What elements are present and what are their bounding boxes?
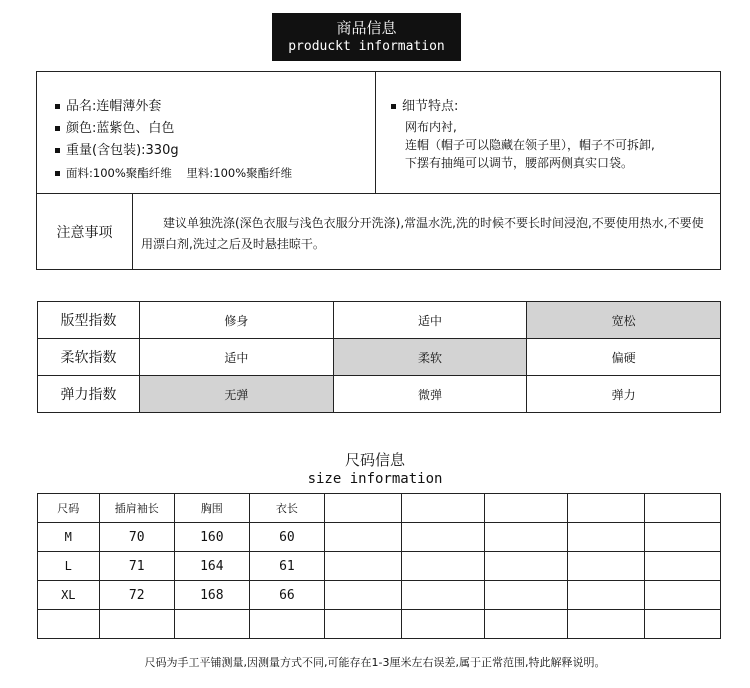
size-label-cell: XL [38, 581, 100, 610]
size-row [38, 552, 721, 581]
index-option-selected: 无弹 [140, 376, 334, 413]
size-value-cell [99, 610, 174, 639]
info-top-section [37, 72, 720, 194]
size-value-cell [325, 610, 402, 639]
index-option: 弹力 [527, 376, 721, 413]
size-header-cell [402, 494, 485, 523]
size-value-cell [485, 552, 568, 581]
basic-info [55, 96, 292, 184]
detail-line: 连帽（帽子可以隐藏在领子里），帽子不可拆卸, [405, 138, 655, 152]
size-row [38, 610, 721, 639]
index-row [38, 339, 721, 376]
size-header-cell [325, 494, 402, 523]
size-value-cell: 164 [174, 552, 249, 581]
size-value-cell [485, 610, 568, 639]
size-header-cell [568, 494, 645, 523]
info-divider [375, 72, 376, 193]
index-option: 偏硬 [527, 339, 721, 376]
product-weight-row [55, 140, 292, 162]
index-option: 修身 [140, 302, 334, 339]
bullet-icon [391, 104, 396, 109]
size-row [38, 523, 721, 552]
index-label: 弹力指数 [38, 376, 140, 413]
size-value-cell [568, 581, 645, 610]
index-option: 微弹 [333, 376, 527, 413]
index-table [37, 301, 721, 413]
size-value-cell [568, 610, 645, 639]
care-label: 注意事项 [37, 194, 133, 270]
detail-heading: 细节特点: [402, 99, 459, 114]
size-title-en: size information [307, 471, 443, 487]
index-option: 适中 [333, 302, 527, 339]
size-row [38, 581, 721, 610]
size-header-cell: 尺码 [38, 494, 100, 523]
detail-features [391, 96, 655, 172]
size-header-cell [645, 494, 721, 523]
index-label: 版型指数 [38, 302, 140, 339]
detail-line: 下摆有抽绳可以调节，腰部两侧真实口袋。 [405, 156, 634, 170]
size-value-cell: 72 [99, 581, 174, 610]
bullet-icon [55, 104, 60, 109]
size-label-cell [38, 610, 100, 639]
detail-line: 网布内衬, [405, 120, 457, 134]
product-weight: 重量(含包装):330g [66, 143, 179, 158]
size-value-cell [325, 523, 402, 552]
size-value-cell: 60 [249, 523, 324, 552]
size-value-cell: 168 [174, 581, 249, 610]
size-value-cell [402, 552, 485, 581]
size-value-cell [645, 610, 721, 639]
index-option-selected: 柔软 [333, 339, 527, 376]
index-option: 适中 [140, 339, 334, 376]
size-value-cell [645, 581, 721, 610]
size-header-row [38, 494, 721, 523]
size-value-cell: 61 [249, 552, 324, 581]
product-fabric: 面料:100%聚酯纤维 里料:100%聚酯纤维 [66, 166, 293, 180]
index-row [38, 376, 721, 413]
size-value-cell: 70 [99, 523, 174, 552]
bullet-icon [55, 148, 60, 153]
size-value-cell [485, 523, 568, 552]
product-info-box [36, 71, 721, 270]
size-value-cell: 66 [249, 581, 324, 610]
size-table [37, 493, 721, 639]
care-section [37, 194, 720, 270]
size-header-cell: 插肩袖长 [99, 494, 174, 523]
size-value-cell [645, 523, 721, 552]
size-header-cell [485, 494, 568, 523]
product-info-title [272, 13, 461, 61]
size-value-cell [174, 610, 249, 639]
product-fabric-row [55, 162, 292, 184]
product-name-row [55, 96, 292, 118]
product-color: 颜色:蓝紫色、白色 [66, 121, 175, 136]
size-header-cell: 衣长 [249, 494, 324, 523]
size-value-cell: 71 [99, 552, 174, 581]
size-label-cell: L [38, 552, 100, 581]
product-color-row [55, 118, 292, 140]
size-value-cell [485, 581, 568, 610]
size-info-title [0, 450, 750, 488]
size-title-cn: 尺码信息 [344, 451, 405, 469]
size-value-cell [402, 581, 485, 610]
size-label-cell: M [38, 523, 100, 552]
size-value-cell: 160 [174, 523, 249, 552]
index-option-selected: 宽松 [527, 302, 721, 339]
size-value-cell [325, 581, 402, 610]
size-header-cell: 胸围 [174, 494, 249, 523]
size-value-cell [325, 552, 402, 581]
size-value-cell [568, 552, 645, 581]
size-value-cell [249, 610, 324, 639]
size-value-cell [645, 552, 721, 581]
title-cn: 商品信息 [336, 19, 397, 37]
size-value-cell [568, 523, 645, 552]
bullet-icon [55, 126, 60, 131]
detail-heading-row [391, 96, 655, 118]
care-text: 建议单独洗涤(深色衣服与浅色衣服分开洗涤),常温水洗,洗的时候不要长时间浸泡,不要使用热水,不要使用漂白剂,洗过之后及时悬挂晾干。 [141, 216, 704, 251]
product-name: 品名:连帽薄外套 [66, 99, 162, 114]
index-row [38, 302, 721, 339]
size-footnote: 尺码为手工平铺测量,因测量方式不同,可能存在1-3厘米左右误差,属于正常范围,特此解释说明。 [144, 656, 606, 669]
index-label: 柔软指数 [38, 339, 140, 376]
size-value-cell [402, 523, 485, 552]
bullet-icon [55, 171, 60, 176]
title-en: produckt information [288, 39, 445, 54]
size-value-cell [402, 610, 485, 639]
